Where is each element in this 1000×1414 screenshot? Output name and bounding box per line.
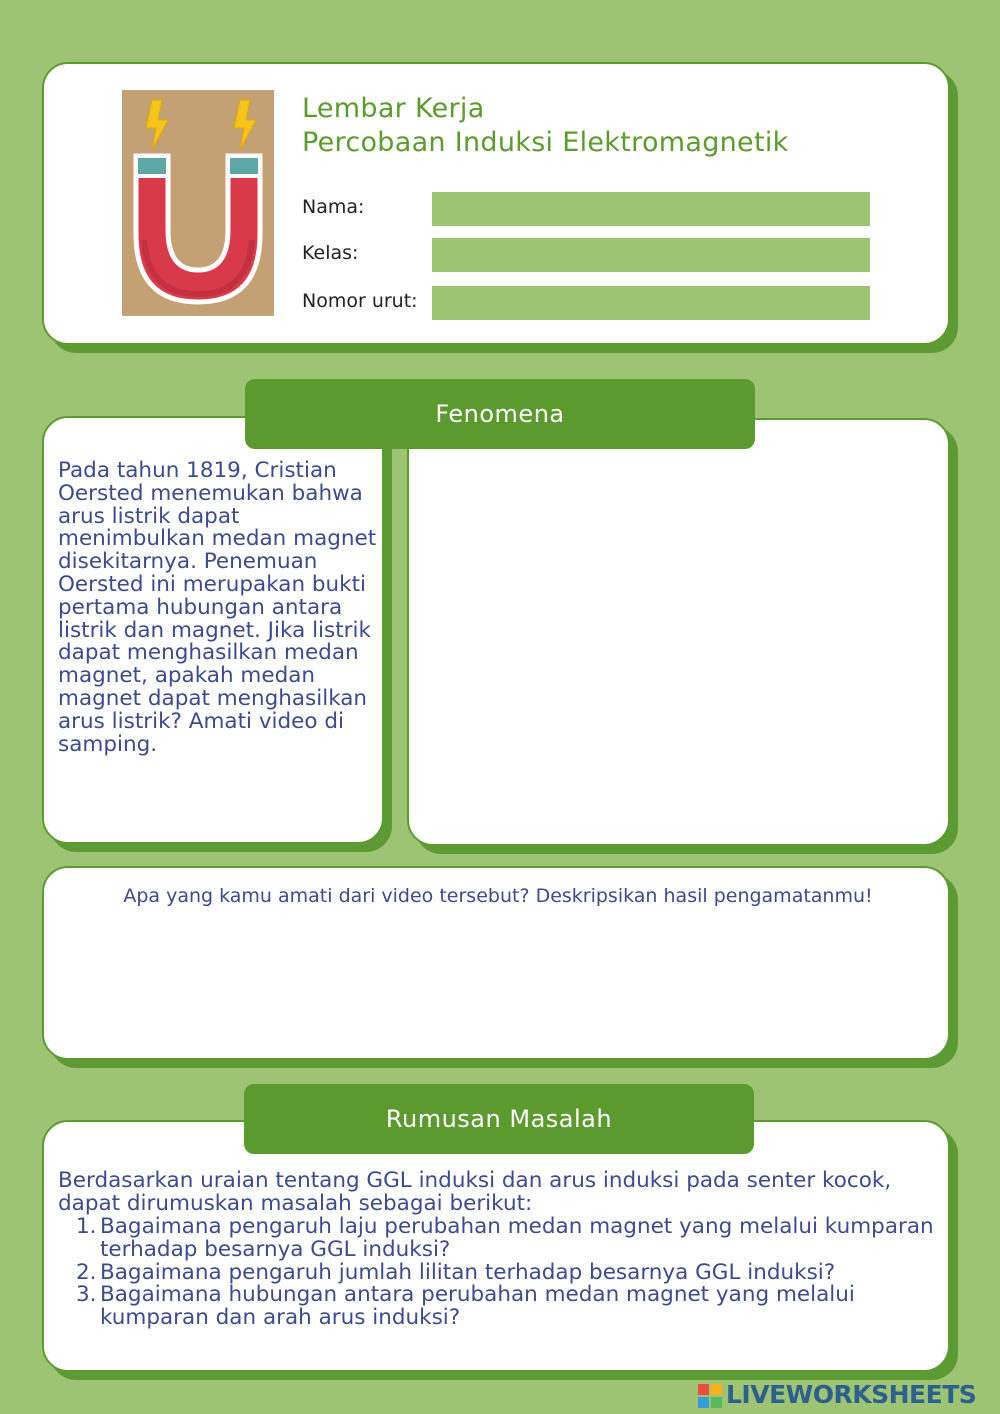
name-label: Nama:: [302, 196, 365, 218]
number-label: Nomor urut:: [302, 290, 418, 312]
video-placeholder[interactable]: [407, 418, 950, 846]
title-block: [302, 92, 789, 160]
horseshoe-magnet-icon: [122, 90, 274, 316]
header-card: [42, 62, 950, 345]
problem-list: [58, 1216, 938, 1330]
class-input[interactable]: [432, 238, 870, 272]
list-item: [58, 1216, 938, 1262]
list-item-number: 3.: [76, 1282, 97, 1308]
observation-card: [42, 866, 950, 1060]
problem-intro: Berdasarkan uraian tentang GGL induksi dan arus induksi pada senter kocok, dapat dirumuskan masalah sebagai berikut:: [58, 1168, 892, 1216]
list-item: [58, 1284, 938, 1330]
number-input[interactable]: [432, 286, 870, 320]
list-item-text: Bagaimana pengaruh laju perubahan medan magnet yang melalui kumparan terhadap besarnya GGL induksi?: [100, 1214, 934, 1262]
list-item-number: 1.: [76, 1214, 97, 1239]
name-input[interactable]: [432, 192, 870, 226]
list-item-text: Bagaimana hubungan antara perubahan medan magnet yang melalui kumparan dan arah arus induksi?: [100, 1282, 855, 1331]
phenomenon-text: Pada tahun 1819, Cristian Oersted menemukan bahwa arus listrik dapat menimbulkan medan magnet disekitarnya. Penemuan Oersted ini merupakan bukti pertama hubungan antara listrik dan magnet. Jika listrik dapat menghasilkan medan magnet, apakah medan magnet dapat menghasilkan arus listrik? Amati video di samping.: [58, 458, 377, 757]
section-heading-rumusan: Rumusan Masalah: [244, 1084, 754, 1154]
problem-card: [42, 1120, 950, 1372]
observation-answer-field[interactable]: [74, 944, 924, 1044]
list-item-text: Bagaimana pengaruh jumlah lilitan terhadap besarnya GGL induksi?: [100, 1259, 836, 1285]
watermark-text: LIVEWORKSHEETS: [726, 1380, 977, 1409]
liveworksheets-logo-icon: [698, 1384, 722, 1408]
worksheet-title: Lembar Kerja: [302, 93, 485, 124]
list-item: [58, 1259, 938, 1285]
section-heading-fenomena: Fenomena: [245, 379, 755, 449]
list-item-number: 2.: [76, 1259, 97, 1285]
phenomenon-card: [42, 416, 384, 844]
worksheet-subtitle: Percobaan Induksi Elektromagnetik: [302, 127, 789, 158]
class-label: Kelas:: [302, 242, 359, 264]
observation-question: Apa yang kamu amati dari video tersebut? Deskripsikan hasil pengamatanmu!: [123, 885, 873, 907]
